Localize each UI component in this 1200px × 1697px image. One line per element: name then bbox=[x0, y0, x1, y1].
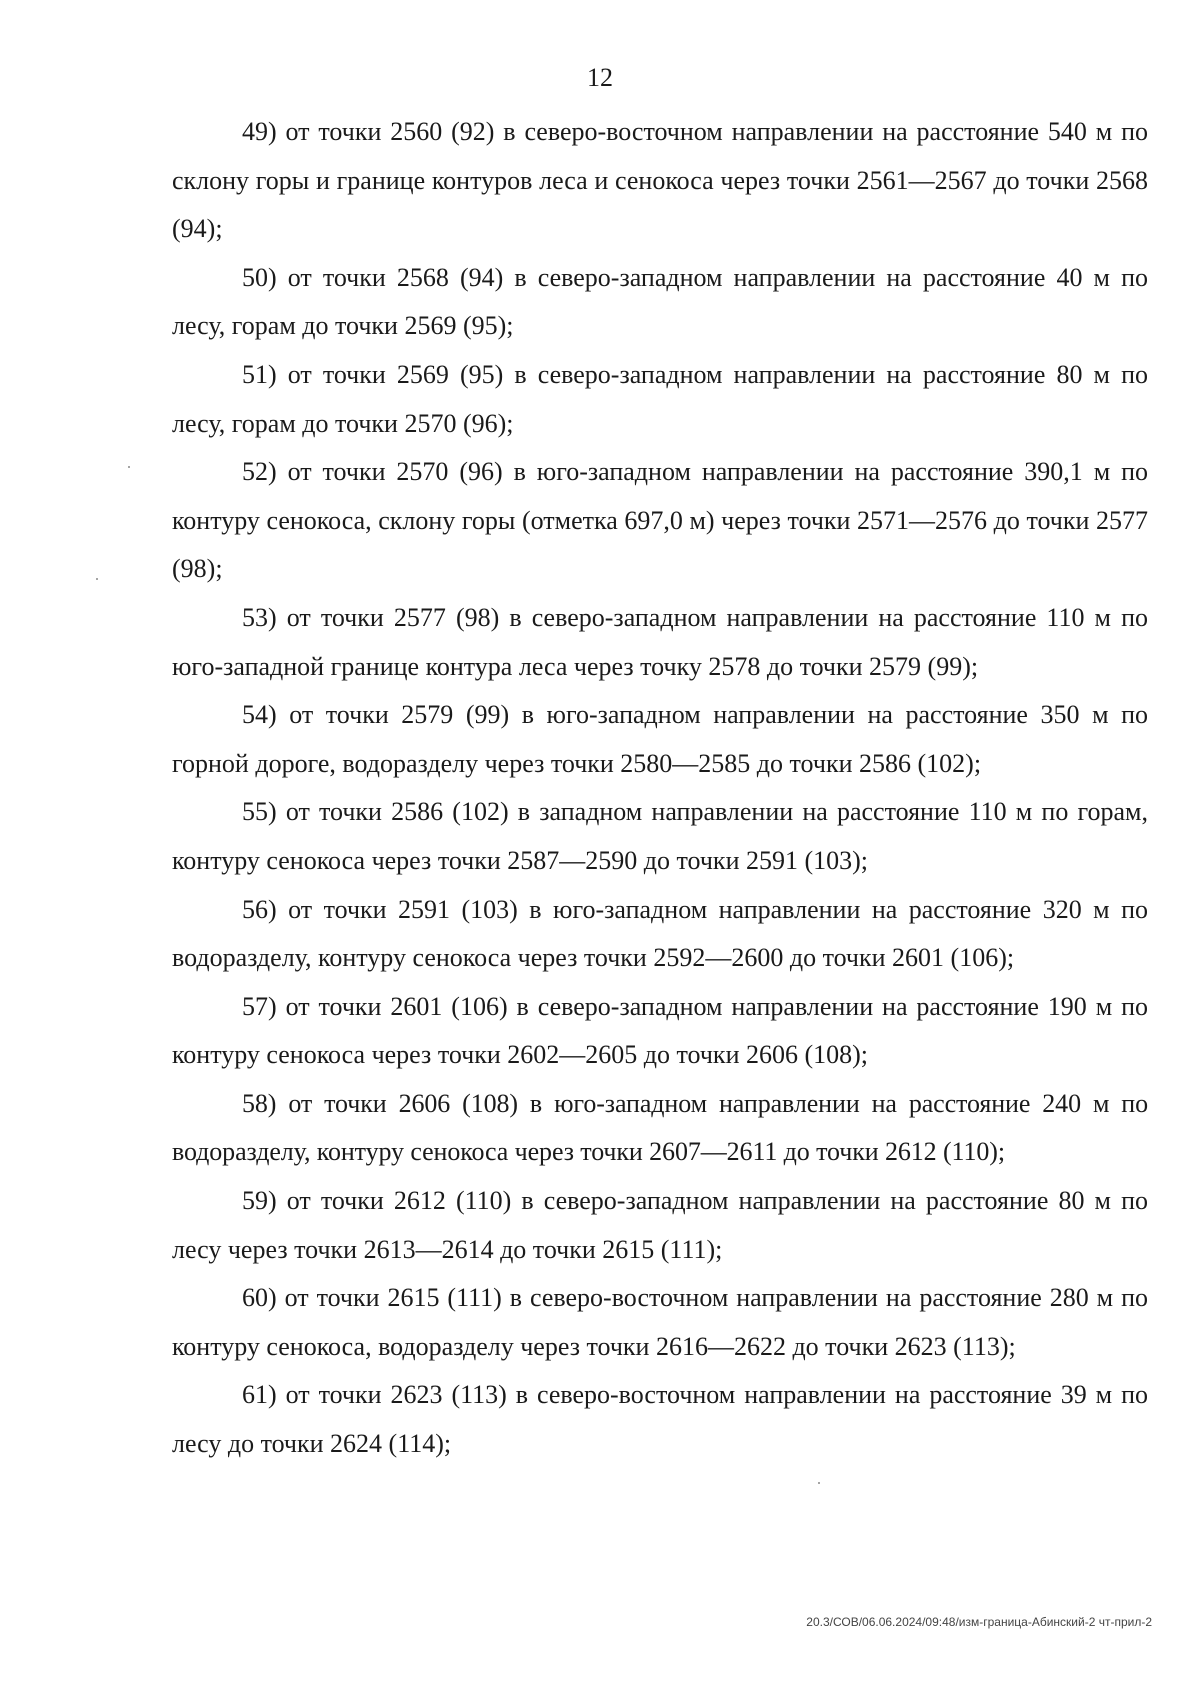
scan-speck bbox=[818, 1482, 820, 1484]
list-item: 59) от точки 2612 (110) в северо-западном направлении на расстояние 80 м по лесу через точки 2613—2614 до точки 2615 (111); bbox=[172, 1186, 1148, 1264]
boundary-description-list bbox=[172, 108, 1148, 1469]
list-item: 55) от точки 2586 (102) в западном направлении на расстояние 110 м по горам, контуру сенокоса через точки 2587—2590 до точки 2591 (103); bbox=[172, 797, 1148, 875]
list-item: 53) от точки 2577 (98) в северо-западном направлении на расстояние 110 м по юго-западной границе контура леса через точку 2578 до точки 2579 (99); bbox=[172, 602, 1148, 681]
footer-stamp: 20.3/СОВ/06.06.2024/09:48/изм-граница-Абинский-2 чт-прил-2 bbox=[806, 1615, 1152, 1629]
list-item: 52) от точки 2570 (96) в юго-западном направлении на расстояние 390,1 м по контуру сенокоса, склону горы (отметка 697,0 м) через точки 2571—2576 до точки 2577 (98); bbox=[172, 457, 1148, 584]
list-item: 56) от точки 2591 (103) в юго-западном направлении на расстояние 320 м по водоразделу, контуру сенокоса через точки 2592—2600 до точки 2601 (106); bbox=[172, 894, 1148, 973]
list-item: 54) от точки 2579 (99) в юго-западном направлении на расстояние 350 м по горной дороге, водоразделу через точки 2580—2585 до точки 2586 (102); bbox=[172, 700, 1148, 778]
list-item: 57) от точки 2601 (106) в северо-западном направлении на расстояние 190 м по контуру сенокоса через точки 2602—2605 до точки 2606 (108); bbox=[172, 991, 1148, 1070]
list-item: 49) от точки 2560 (92) в северо-восточном направлении на расстояние 540 м по склону горы и границе контуров леса и сенокоса через точки 2561—2567 до точки 2568 (94); bbox=[172, 117, 1148, 244]
list-item: 58) от точки 2606 (108) в юго-западном направлении на расстояние 240 м по водоразделу, контуру сенокоса через точки 2607—2611 до точки 2612 (110); bbox=[172, 1088, 1148, 1167]
list-item: 50) от точки 2568 (94) в северо-западном направлении на расстояние 40 м по лесу, горам до точки 2569 (95); bbox=[172, 262, 1148, 341]
page-number: 12 bbox=[587, 63, 613, 92]
scan-speck bbox=[128, 466, 130, 468]
scan-speck bbox=[96, 578, 98, 580]
list-item: 51) от точки 2569 (95) в северо-западном направлении на расстояние 80 м по лесу, горам до точки 2570 (96); bbox=[172, 359, 1148, 438]
list-item: 60) от точки 2615 (111) в северо-восточном направлении на расстояние 280 м по контуру сенокоса, водоразделу через точки 2616—2622 до точки 2623 (113); bbox=[172, 1283, 1148, 1361]
list-item: 61) от точки 2623 (113) в северо-восточном направлении на расстояние 39 м по лесу до точки 2624 (114); bbox=[172, 1380, 1148, 1459]
